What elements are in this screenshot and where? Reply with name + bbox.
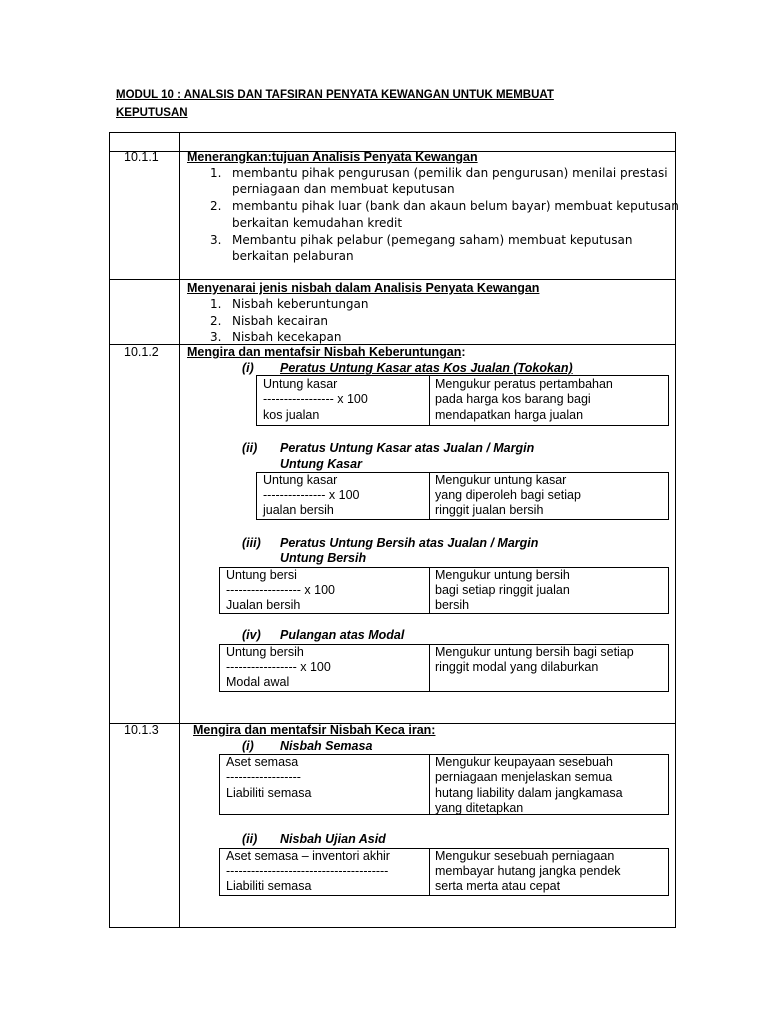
section-heading: Menerangkan:tujuan Analisis Penyata Kewangan <box>187 150 478 164</box>
content-table <box>109 132 679 928</box>
formula-line: --------------------------------------- <box>226 864 389 878</box>
formula-numerator: Untung kasar <box>263 473 338 487</box>
column-divider <box>179 133 180 927</box>
ratio-description: hutang liability dalam jangkamasa <box>435 786 623 800</box>
formula-denominator: jualan bersih <box>263 503 334 517</box>
list-item: 2. membantu pihak luar (bank dan akaun belum bayar) membuat keputusan <box>210 199 679 213</box>
ratio-description: pada harga kos barang bagi <box>435 392 591 406</box>
row-divider <box>110 279 675 280</box>
ratio-description: Mengukur untung kasar <box>435 473 567 487</box>
subsection-title: (iv) Pulangan atas Modal <box>242 628 405 642</box>
ratio-formula-box <box>256 375 669 426</box>
ratio-description: ringgit jualan bersih <box>435 503 544 517</box>
list-item: 3. Membantu pihak pelabur (pemegang saham) membuat keputusan <box>210 233 633 247</box>
formula-denominator: Modal awal <box>226 675 290 689</box>
ratio-description: Mengukur untung bersih bagi setiap <box>435 645 634 659</box>
row-code: 10.1.3 <box>124 723 159 737</box>
ratio-description: serta merta atau cepat <box>435 879 561 893</box>
row-code: 10.1.2 <box>124 345 159 359</box>
ratio-description: Mengukur untung bersih <box>435 568 570 582</box>
subsection-title-continuation: Untung Kasar <box>280 457 362 471</box>
formula-line: ------------------ <box>226 770 301 784</box>
formula-line: --------------- x 100 <box>263 488 360 502</box>
ratio-formula-box <box>256 472 669 520</box>
section-heading: Mengira dan mentafsir Nisbah Keca iran: <box>193 723 436 737</box>
subsection-title: (iii) Peratus Untung Bersih atas Jualan / Margin <box>242 536 539 550</box>
subsection-title: (i) Peratus Untung Kasar atas Kos Jualan (Tokokan) <box>242 361 573 375</box>
formula-denominator: Liabiliti semasa <box>226 786 312 800</box>
list-item: 1. Nisbah keberuntungan <box>210 297 369 311</box>
subsection-title: (ii) Nisbah Ujian Asid <box>242 832 386 846</box>
ratio-formula-box <box>219 644 669 692</box>
document-title-line-2: KEPUTUSAN <box>116 107 188 119</box>
ratio-description: Mengukur peratus pertambahan <box>435 377 613 391</box>
list-item-continuation: berkaitan kemudahan kredit <box>232 216 403 230</box>
list-item-continuation: berkaitan pelaburan <box>232 249 354 263</box>
ratio-description: bagi setiap ringgit jualan <box>435 583 570 597</box>
row-code: 10.1.1 <box>124 150 159 164</box>
formula-numerator: Aset semasa – inventori akhir <box>226 849 390 863</box>
list-item: 1. membantu pihak pengurusan (pemilik dan pengurusan) menilai prestasi <box>210 166 668 180</box>
formula-denominator: kos jualan <box>263 408 320 422</box>
section-heading: Mengira dan mentafsir Nisbah Keberuntungan: <box>187 345 466 359</box>
subsection-title-continuation: Untung Bersih <box>280 551 367 565</box>
subsection-title: (ii) Peratus Untung Kasar atas Jualan / Margin <box>242 441 535 455</box>
formula-denominator: Liabiliti semasa <box>226 879 312 893</box>
formula-numerator: Untung bersi <box>226 568 297 582</box>
list-item: 3. Nisbah kecekapan <box>210 330 342 344</box>
subsection-title: (i) Nisbah Semasa <box>242 739 373 753</box>
section-heading: Menyenarai jenis nisbah dalam Analisis Penyata Kewangan <box>187 281 540 295</box>
formula-numerator: Aset semasa <box>226 755 299 769</box>
formula-line: ----------------- x 100 <box>263 392 368 406</box>
ratio-formula-box <box>219 848 669 896</box>
ratio-description: perniagaan menjelaskan semua <box>435 770 613 784</box>
ratio-formula-box <box>219 754 669 815</box>
formula-numerator: Untung kasar <box>263 377 338 391</box>
list-item-continuation: perniagaan dan membuat keputusan <box>232 182 455 196</box>
formula-line: ------------------ x 100 <box>226 583 335 597</box>
ratio-description: membayar hutang jangka pendek <box>435 864 621 878</box>
list-item: 2. Nisbah kecairan <box>210 314 329 328</box>
formula-numerator: Untung bersih <box>226 645 304 659</box>
ratio-description: ringgit modal yang dilaburkan <box>435 660 599 674</box>
ratio-description: Mengukur sesebuah perniagaan <box>435 849 615 863</box>
ratio-description: bersih <box>435 598 470 612</box>
ratio-formula-box <box>219 567 669 614</box>
document-title-line-1: MODUL 10 : ANALSIS DAN TAFSIRAN PENYATA KEWANGAN UNTUK MEMBUAT <box>116 89 554 101</box>
formula-line: ----------------- x 100 <box>226 660 331 674</box>
formula-denominator: Jualan bersih <box>226 598 301 612</box>
ratio-description: yang diperoleh bagi setiap <box>435 488 581 502</box>
ratio-description: mendapatkan harga jualan <box>435 408 584 422</box>
ratio-description: Mengukur keupayaan sesebuah <box>435 755 613 769</box>
ratio-description: yang ditetapkan <box>435 801 524 815</box>
